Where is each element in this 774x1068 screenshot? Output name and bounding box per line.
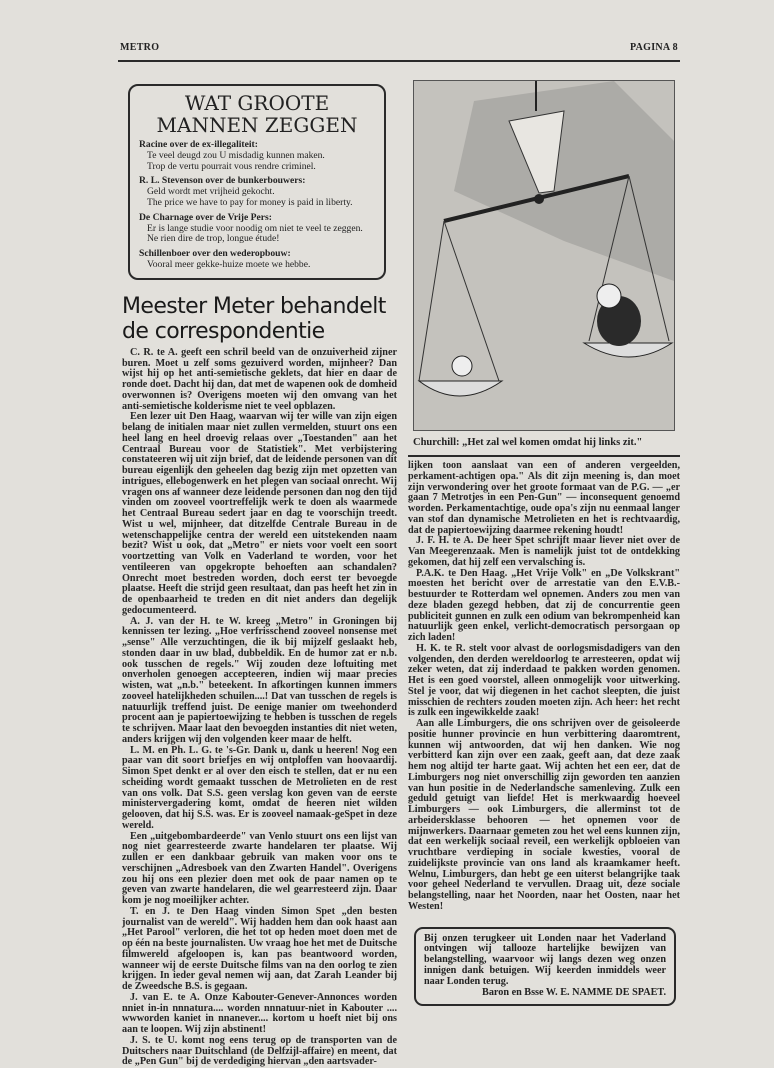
quotes-list [139, 140, 375, 271]
article-paragraph: A. J. van der H. te W. kreeg „Metro" in Groningen bij kennissen ter lezing. „Hoe verfrisschend zooveel nonsense met „sense" Alle verzuchtingen, die ik bij mijzelf geslaakt heb, stonden daar in uw blad, dubbeldik. En de humor zat er n.b. ook tusschen de regels." Wij zouden deze loftuiting met onverholen genoegen accepteeren, indien wij maar precies wisten, wat „n.b." beteekent. In afkortingen kunnen immers zooveel hatelijkheden schuilen....! Dat van tusschen de regels is natuurlijk treffend juist. De eenige manier om tweehonderd procent aan je papiertoewijzing te hebben is tusschen de regels te schrijven. Maar laat den bevoegden instanties dit niet weten, anders krijgen wij den volgenden keer maar de helft. [122, 615, 397, 745]
article-paragraph: T. en J. te Den Haag vinden Simon Spet „den besten journalist van de wereld". Wij hadden hem dan ook haast aan „Het Parool" verloren, die het tot op heden moet doen met de op één na beste journalisten. Uw vraag hoe het met de Duitsche filmwereld afgeloopen is, kan pas beantwoord worden, wanneer wij de eerste Duitsche films van na den oorlog te zien krijgen. In ieder geval nemen wij aan, dat Zarah Leander bij de Zweedsche B.S. is gegaan. [122, 905, 397, 993]
section-rule [408, 455, 680, 457]
quote-item [139, 249, 375, 271]
article-paragraph: H. K. te R. stelt voor alvast de oorlogsmisdadigers van den volgenden, den derden wereldoorlog te arresteeren, opdat wij zeker weten, dat zij inderdaad te pakken worden genomen. Het is een goed voorstel, alleen onmogelijk voor uitwerking. Stel je voor, dat wij diegenen in het cachot sleepten, die juist misschien de rechters zouden moeten zijn. Ach heer: het recht is zulk een ingewikkelde zaak! [408, 642, 680, 719]
quote-line: Vooral meer gekke-huize moete we hebbe. [147, 258, 311, 270]
article-paragraph: Aan alle Limburgers, die ons schrijven over de geisoleerde positie hunner provincie en hun verbittering daaromtrent, kunnen wij antwoorden, dat wij hen danken. Wie nog verbitterd kan zijn over een zaak, geeft aan, dat deze zaak hem nog altijd ter harte gaat. Wij achten het een eer, dat de Limburgers nog niet onverschillig zijn geworden ten aanzien van hun positie in de Nederlandsche samenleving. Zulk een geduld getuigt van liefde! Het is merkwaardig hoeveel Limburgers — ook Limburgers, die allerminst tot de arbeidersklasse behooren — het opnemen voor de mijnwerkers. Daarnaar gemeten zou het wel eens kunnen zijn, dat een werkelijk sociaal reveil, een werkelijk opbloeien van vruchtbare verdieping in sociale kwesties, vooral de zuidelijkste provincie van ons land als kraamkamer heeft. Welnu, Limburgers, dan hebt ge een uiterst belangrijke taak voor geheel Nederland te vervullen. Draag uit, deze sociale belangstelling, naar het Noorden, naar het Oosten, naar het Westen! [408, 718, 680, 912]
article-column-left [122, 348, 397, 1068]
quote-item [139, 213, 375, 245]
article-paragraph: P.A.K. te Den Haag. „Het Vrije Volk" en „De Volkskrant" moesten het bericht over de arrestatie van den E.V.B.-bestuurder te Rotterdam wel opnemen. Anders zou men van deze bladen gezegd hebben, dat zij de concurrentie geen publiciteit gunnen en zulk een odium van bekrompenheid kan natuurlijk geen enkel, verlicht-democratisch persorgaan op zich laden! [408, 567, 680, 643]
article-paragraph: Een lezer uit Den Haag, waarvan wij ter wille van zijn eigen belang de initialen maar niet zullen vermelden, stuurt ons een heel lang en heel droevig relaas over „Toestanden" aan het Centraal Bureau voor de Statistiek". Met verbijstering constateeren wij uit zijn brief, dat de leidende personen van dit bureau eigenlijk den geheelen dag bezig zijn met opzetten van intrigues, ellebogenwerk en het plegen van sociaal onrecht. Wij vragen ons af wanneer deze leidende personen dan nog den tijd vinden om zooveel voortreffelijk werk te doen als waarmede het Centraal Bureau sedert jaar en dag te voorschijn treedt. Wist u wel, mijnheer, dat ditzelfde Centrale Bureau in de wetenschappelijke centra der wereld een uitstekenden naam bezit? Wist u ook, dat „Metro" er niets voor voelt een soort voortzetting van Volk en Vaderland te worden, voor het ventileeren van opgekropte behoeften aan schandalen? Onrecht moet bestreden worden, doch eerst ter bevoegde plaatse. Heeft die strijd geen resultaat, dan pas heeft het zin in de openbaarheid te treden en dit niet anders dan degelijk gedocumenteerd. [122, 411, 397, 616]
notice-text: Bij onzen terugkeer uit Londen naar het Vaderland ontvingen wij tallooze hartelijke bewijzen van belangstelling, waarvoor wij langs dezen weg onzen innigen dank betuigen. Wij keerden inmiddels weer naar Londen terug. [424, 932, 666, 987]
article-paragraph: J. van E. te A. Onze Kabouter-Genever-Annonces worden nniet in-in nnnatura.... worden nnnatuur-niet in Kabouter .... wwworden kaniet in nnanever.... kortom u hoeft niet bij ons aan te loopen. Wij zijn abstinent! [122, 991, 397, 1036]
balance-scale-illustration [414, 81, 674, 430]
article-paragraph: Een „uitgebombardeerde" van Venlo stuurt ons een lijst van nog niet gearresteerde zwarte handelaren ter plaatse. Wij zullen er een dankbaar gebruik van maken voor ons te verschijnen „Adresboek van den Zwarten Handel". Overigens zou hij ons een plezier doen met ook de paar namen op te geven van zwarte handelaren, die wel gearresteerd zijn. Daar kom je nog moeilijker achter. [122, 830, 397, 907]
article-paragraph: L. M. en Ph. L. G. te 's-Gr. Dank u, dank u heeren! Nog een paar van dit soort briefjes en wij ontploffen van hoovaardij. Simon Spet denkt er al over den eisch te stellen, dat er nu een scheiding wordt gemaakt tusschen de Metrolieten en de rest van ons volk. Dat S.S. geen verslag kon geven van de eerste ministervergadering komt, omdat de heeren niet wilden gelooven, dat hij S.S. was. Er is zooveel namaak-geSpet in deze wereld. [122, 744, 397, 831]
quote-attribution: Racine over de ex-illegaliteit: [139, 139, 258, 150]
article-column-right [408, 461, 680, 913]
notice-signature: Baron en Bsse W. E. NAMME DE SPAET. [482, 987, 666, 999]
quote-item [139, 140, 375, 172]
article-paragraph: C. R. te A. geeft een schril beeld van de onzuiverheid zijner buren. Moet u zelf soms gezuiverd worden, mijnheer? Dan wijst hij op het anti-semietische geklets, dat hier en daar de ronde doet. Dacht hij dan, dat met de wapenen ook de domheid overwonnen is? Overigens moeten wij den omvang van het anti-semietische kolderisme niet te veel opblazen. [122, 346, 397, 412]
notice-box [414, 927, 676, 1007]
quote-attribution: De Charnage over de Vrije Pers: [139, 211, 272, 223]
quotes-box [128, 84, 386, 280]
header-rule [118, 60, 680, 62]
running-head-title: METRO [120, 42, 160, 53]
quote-attribution: Schillenboer over den wederopbouw: [139, 248, 291, 260]
article-paragraph: lijken toon aanslaat van een of anderen vergeelden, perkament-achtigen opa." Als dit zijn meening is, dan moet zijn verwondering over het groote formaat van de P.G. — „er gaan 7 Metrotjes in een Pen-Gun" — inconsequent genoemd worden. Perkamentachtige, oude opa's zijn nu eenmaal langer van stof dan dynamische Metrolieten en het is rechtvaardig, dat de papiertoewijzing daarmee rekening houdt! [408, 460, 680, 536]
quote-item [139, 176, 375, 208]
article-headline: Meester Meter behandelt de correspondentie [122, 293, 386, 344]
quote-line: Er is lange studie voor noodig om niet te veel te zeggen. [147, 222, 363, 234]
quote-line: Te veel deugd zou U misdadig kunnen maken. [147, 149, 325, 161]
quote-line: The price we have to pay for money is paid in liberty. [147, 196, 353, 208]
right-column-stack [408, 436, 680, 1006]
page-number: PAGINA 8 [629, 42, 678, 53]
article-paragraph: J. F. H. te A. De heer Spet schrijft maar liever niet over de Van Meegerenzaak. Men is namelijk juist tot de ontdekking gekomen, dat hij zelf een vervalsching is. [408, 535, 680, 568]
quote-line: Ne rien dire de trop, longue étude! [147, 233, 280, 245]
cartoon-image [413, 80, 675, 431]
quote-line: Trop de vertu pourrait vous rendre criminel. [147, 160, 316, 172]
quote-attribution: R. L. Stevenson over de bunkerbouwers: [139, 175, 306, 187]
left-column-stack [122, 84, 397, 1068]
quote-line: Geld wordt met vrijheid gekocht. [147, 186, 275, 198]
cartoon-caption: Churchill: „Het zal wel komen omdat hij links zit." [413, 437, 643, 448]
article-paragraph: J. S. te U. komt nog eens terug op de transporten van de Duitschers naar Duitschland (de Delfzijl-affaire) en meent, dat de „Pen Gun" bij de verdediging hiervan „den aartsvader- [122, 1034, 397, 1068]
quotes-title: WAT GROOTE MANNEN ZEGGEN [156, 91, 358, 137]
